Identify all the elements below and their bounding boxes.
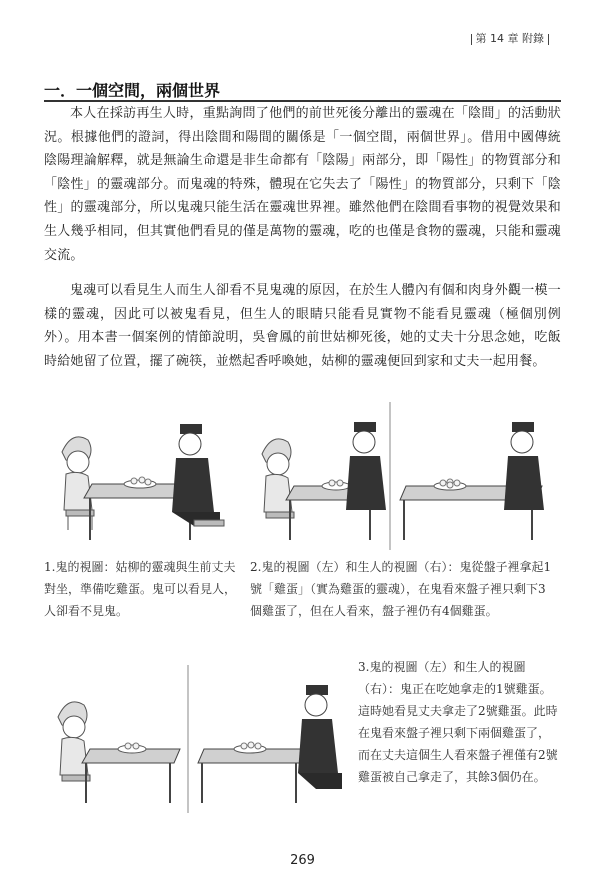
header-divider bbox=[548, 34, 549, 45]
paragraph-1: 本人在採訪再生人時，重點詢問了他們的前世死後分離出的靈魂在「陰間」的活動狀況。根據他們的證詞，得出陰間和陽間的關係是「一個空間，兩個世界」。借用中國傳統陰陽理論解釋，就是無論生命還是非生命都有「陰陽」兩部分，即「陽性」的物質部分和「陰性」的靈魂部分。而鬼魂的特殊，體現在它失去了「陽性」的物質部分，只剩下「陰性」的靈魂部分，所以鬼魂只能生活在靈魂世界裡。雖然他們在陰間看事物的視覺效果和生人幾乎相同，但其實他們看見的僅是萬物的靈魂，吃的也僅是食物的靈魂，只能和靈魂交流。 bbox=[44, 106, 561, 263]
husband-figure-right bbox=[298, 685, 342, 789]
dining-table-right bbox=[198, 742, 306, 803]
husband-figure-right bbox=[504, 422, 544, 510]
page-number: 269 bbox=[290, 853, 315, 868]
header-text: 第 14 章 附錄 bbox=[475, 32, 544, 45]
running-header bbox=[467, 30, 554, 46]
paragraph-2: 鬼魂可以看見生人而生人卻看不見鬼魂的原因，在於生人體內有個和肉身外觀一模一樣的靈魂，因此可以被鬼看見，但生人的眼睛只能看見實物不能看見靈魂（極個別例外）。用本書一個案例的情節說明，吳會鳳的前世姑柳死後，她的丈夫十分思念她，吃飯時給她留了位置，擺了碗筷，並燃起香呼喚她，姑柳的靈魂便回到家和丈夫一起用餐。 bbox=[44, 283, 561, 369]
section-title: 一．一個空間，兩個世界 bbox=[44, 81, 221, 100]
illustration-3-ghost-and-living-views bbox=[44, 665, 344, 815]
illustration-2-ghost-and-living-views bbox=[250, 402, 550, 552]
husband-figure bbox=[172, 424, 224, 526]
caption-2: 2.鬼的視圖（左）和生人的視圖（右）：鬼從盤子裡拿起1號「雞蛋」（實為雞蛋的靈魂），在鬼看來盤子裡只剩下3個雞蛋了，但在人看來，盤子裡仍有4個雞蛋。 bbox=[250, 560, 552, 618]
illustration-1-ghost-view bbox=[44, 402, 244, 552]
caption-3: 3.鬼的視圖（左）和生人的視圖（右）：鬼正在吃她拿走的1號雞蛋。這時她看見丈夫拿走了2號雞蛋。此時在鬼看來盤子裡只剩下兩個雞蛋了，而在丈夫這個生人看來盤子裡僅有2號雞蛋被自己拿走了，其餘3個仍在。 bbox=[358, 660, 558, 784]
husband-figure-left bbox=[346, 422, 386, 510]
dining-table-left bbox=[82, 743, 180, 803]
header-divider bbox=[471, 34, 472, 45]
caption-1: 1.鬼的視圖：姑柳的靈魂與生前丈夫對坐，準備吃雞蛋。鬼可以看見人，人卻看不見鬼。 bbox=[44, 560, 237, 618]
